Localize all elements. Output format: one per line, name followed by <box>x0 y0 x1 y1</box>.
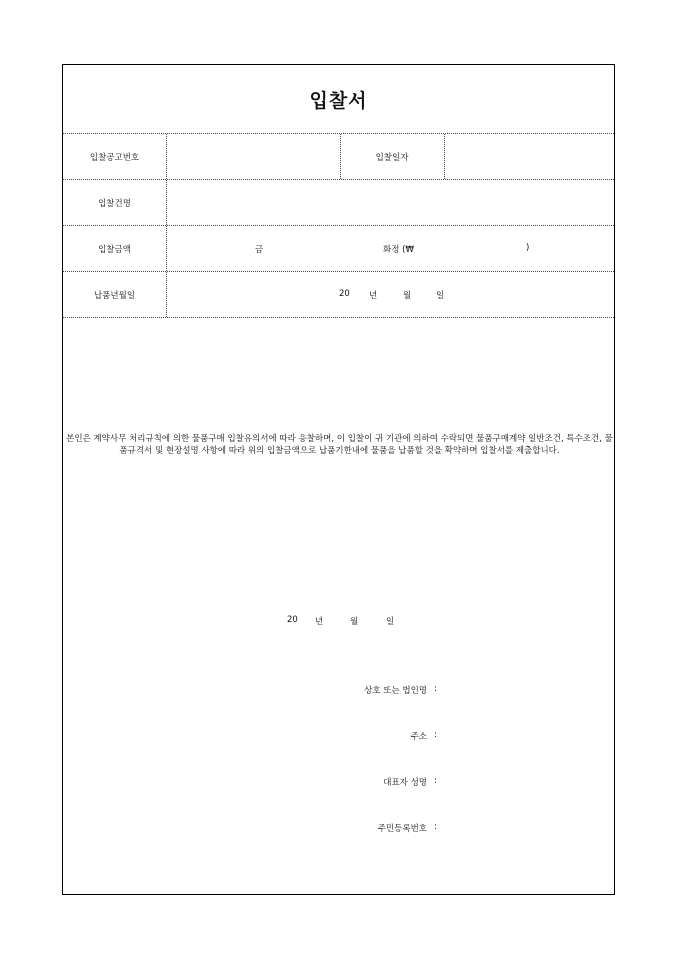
amount-prefix: 금 <box>255 245 264 255</box>
notice-label: 입찰공고번호 <box>89 152 140 163</box>
date-label: 입찰일자 <box>375 152 409 163</box>
row-delivery <box>63 272 614 318</box>
page-title: 입찰서 <box>63 65 614 134</box>
row-amount <box>63 226 614 272</box>
resident-number-colon: : <box>434 822 437 832</box>
sign-day-unit: 일 <box>386 617 395 627</box>
delivery-year: 20 <box>339 289 350 299</box>
bid-form <box>62 64 615 895</box>
amount-close: ) <box>526 243 530 253</box>
name-label: 입찰건명 <box>98 198 131 209</box>
date-value[interactable] <box>444 134 616 179</box>
delivery-month-unit: 월 <box>403 291 412 301</box>
row-name <box>63 180 614 226</box>
row-notice <box>63 134 614 180</box>
notice-value[interactable] <box>166 134 340 179</box>
sign-year-unit: 년 <box>315 617 324 627</box>
delivery-day-unit: 일 <box>436 291 445 301</box>
company-colon: : <box>434 684 437 694</box>
amount-label: 입찰금액 <box>98 244 131 255</box>
pledge-text: 본인은 계약사무 처리규칙에 의한 물품구매 입찰유의서에 따라 응찰하며, 이 입찰이 귀 기관에 의하여 수락되면 물품구매계약 일반조건, 특수조건, 물품규격서 및 현장설명 사항에 따라 위의 입찰금액으로 납품기한내에 물품을 납품할 것을 확약하며 입찰서를 제출합니다. <box>66 434 613 456</box>
name-value[interactable] <box>166 180 616 225</box>
delivery-year-unit: 년 <box>369 291 378 301</box>
sign-year: 20 <box>287 615 298 625</box>
representative-colon: : <box>434 776 437 786</box>
company-label: 상호 또는 법인명 <box>364 686 427 696</box>
amount-note: 화정 (₩ <box>383 245 414 255</box>
address-colon: : <box>434 730 437 740</box>
resident-number-label: 주민등록번호 <box>377 824 427 834</box>
sign-month-unit: 월 <box>350 617 359 627</box>
delivery-label: 납품년월일 <box>93 290 136 301</box>
address-label: 주소 <box>410 732 427 742</box>
representative-label: 대표자 성명 <box>383 778 427 788</box>
